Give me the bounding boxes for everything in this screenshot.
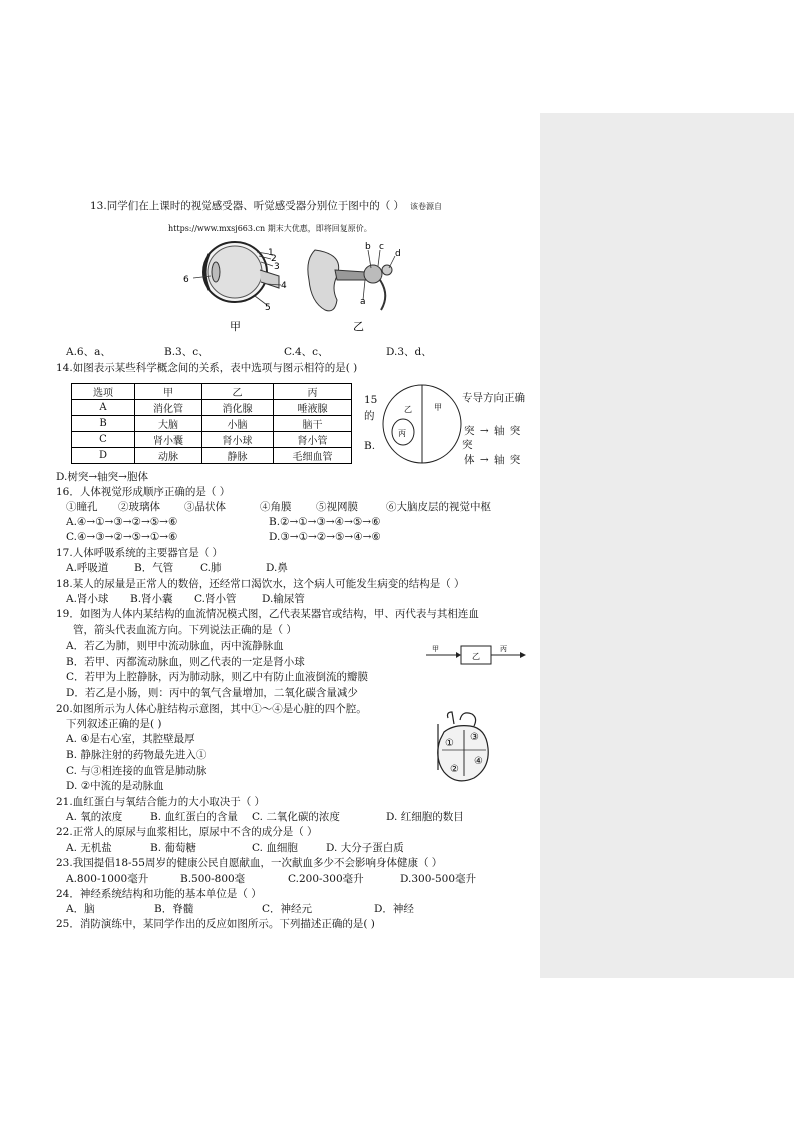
circle-label-bing: 丙: [398, 429, 406, 438]
q15-fragment-b: B.: [364, 440, 376, 452]
heart-label-1: ①: [445, 738, 454, 749]
q15-fragment-r4: 体 → 轴 突: [464, 454, 522, 466]
heart-diagram: [430, 710, 496, 786]
q16-stem: 16．人体视觉形成顺序正确的是（ ）: [56, 486, 231, 498]
q17-stem: 17.人体呼吸系统的主要器官是（ ）: [56, 547, 224, 559]
q15-option-d: D.树突→轴突→胞体: [56, 471, 148, 483]
eye-label-6: 6: [183, 275, 189, 285]
q14-stem: 14.如图表示某些科学概念间的关系，表中选项与图示相符的是( ): [56, 362, 358, 374]
q15-fragment-number: 15: [364, 394, 378, 406]
circle-label-yi: 乙: [404, 405, 412, 414]
concept-circle-figure: [382, 382, 462, 468]
eye-ear-figure: [175, 240, 415, 335]
exam-page: 13.同学们在上课时的视觉感受器、听觉感受器分别位于图中的（ ） 该卷源自 https://www.mxsj663.cn 期末大优惠，即将回复原价。 1 2 3 4 5 6 甲 a b c d 乙 A.6、a、 B.3、c、 C.4、c、 D.3、d、 14.如图表示某些科学概念间的关系，表中选项与图示相符的是( ) 选项 甲 乙 丙 A 消化管 消化腺 唾液腺 B 大脑 小脑 脑干 C 肾小囊 肾小球 肾小管 D 动脉 静脉 毛细血管 15 的 B. 乙 甲 丙 专导方向正确 突 → 轴 突 突 体 → 轴 突 D.树突→轴突→胞体 16．人体视觉形成顺序正确的是（ ） ①瞳孔 ②玻璃体 ③晶状体 ④角膜 ⑤视网膜 ⑥大脑皮层的视觉中枢 A.④→①→③→②→⑤→⑥ B.②→①→③→④→⑤→⑥ C.④→③→②→⑤→①→⑥ D.③→①→②→⑤→④→⑥ 17.人体呼吸系统的主要器官是（ ） A.呼吸道 B．气管 C.肺 D.鼻 18.某人的尿量是正常人的数倍，还经常口渴饮水，这个病人可能发生病变的结构是（ ） A.肾小球 B.肾小囊 C.肾小管 D.输尿管 19．如图为人体内某结构的血流情况模式图，乙代表某器官或结构，甲、丙代表与其相连血 管，箭头代表血流方向。下列说法正确的是（ ） 甲 乙 丙 A．若乙为肺，则甲中流动脉血，丙中流静脉血 B．若甲、丙都流动脉血，则乙代表的一定是肾小球 C．若甲为上腔静脉，丙为肺动脉，则乙中有防止血液倒流的瓣膜 D．若乙是小肠，则：丙中的氧气含量增加，二氧化碳含量减少 20.如图所示为人体心脏结构示意图，其中①～④是心脏的四个腔。 下列叙述正确的是( ) A. ④是右心室，其腔壁最厚 B. 静脉注射的药物最先进入① C. 与③相连接的血管是肺动脉 D. ②中流的是动脉血 ① ② ③ ④ 21.血红蛋白与氧结合能力的大小取决于（ ） A. 氧的浓度 B. 血红蛋白的含量 C. 二氧化碳的浓度 D. 红细胞的数目 22.正常人的原尿与血浆相比，原尿中不含的成分是（ ） A. 无机盐 B. 葡萄糖 C. 血细胞 D. 大分子蛋白质 23.我国提倡18-55周岁的健康公民自愿献血，一次献血多少不会影响身体健康（ ） A.800-1000毫升 B.500-800毫 C.200-300毫升 D.300-500毫升 24．神经系统结构和功能的基本单位是（ ） A．脑 B．脊髓 C．神经元 D．神经 25．消防演练中，某同学作出的反应如图所示。下列描述正确的是( ): [0, 0, 540, 1123]
q20-stem-line1: 20.如图所示为人体心脏结构示意图，其中①～④是心脏的四个腔。: [56, 703, 367, 715]
eye-caption: 甲: [230, 320, 241, 333]
q15-fragment-r2: 突 → 轴 突: [464, 425, 522, 437]
q19-option-a: A．若乙为肺，则甲中流动脉血，丙中流静脉血: [66, 640, 284, 652]
q16-option-d: D.③→①→②→⑤→④→⑥: [269, 531, 381, 543]
ear-label-d: d: [395, 249, 401, 259]
eye-label-2: 2: [271, 254, 277, 264]
q19-option-b: B．若甲、丙都流动脉血，则乙代表的一定是肾小球: [66, 656, 305, 668]
eye-label-3: 3: [274, 262, 280, 272]
q19-option-c: C．若甲为上腔静脉，丙为肺动脉，则乙中有防止血液倒流的瓣膜: [66, 671, 369, 683]
q23-stem: 23.我国提倡18-55周岁的健康公民自愿献血，一次献血多少不会影响身体健康（ ）: [56, 857, 443, 869]
q20-stem-line2: 下列叙述正确的是( ): [66, 718, 162, 730]
q16-option-a: A.④→①→③→②→⑤→⑥: [66, 516, 178, 528]
watermark-url: https://www.mxsj663.cn 期末大优惠，即将回复原价。: [168, 224, 372, 233]
ear-label-b: b: [365, 242, 371, 252]
table-row: B 大脑 小脑 脑干: [72, 416, 352, 432]
ear-caption: 乙: [353, 320, 364, 333]
diagram-label-jia: 甲: [432, 645, 439, 653]
blood-flow-diagram: [420, 640, 532, 670]
q13-option-d: D.3、d、: [386, 346, 432, 358]
diagram-label-bing: 丙: [500, 645, 507, 653]
watermark-text: 该卷源自: [410, 202, 443, 211]
q15-fragment-r3: 突: [462, 439, 473, 451]
heart-label-4: ④: [474, 756, 483, 767]
q20-option-c: C. 与③相连接的血管是肺动脉: [66, 765, 207, 777]
q20-option-a: A. ④是右心室，其腔壁最厚: [66, 733, 195, 745]
comment-sidebar: [540, 113, 794, 978]
q19-stem-line2: 管，箭头代表血流方向。下列说法正确的是（ ）: [73, 624, 297, 636]
q18-stem: 18.某人的尿量是正常人的数倍，还经常口渴饮水，这个病人可能发生病变的结构是（ ）: [56, 578, 465, 590]
q20-option-b: B. 静脉注射的药物最先进入①: [66, 749, 207, 761]
table-row: D 动脉 静脉 毛细血管: [72, 448, 352, 464]
q21-stem: 21.血红蛋白与氧结合能力的大小取决于（ ）: [56, 796, 266, 808]
q13-option-b: B.3、c、: [164, 346, 209, 358]
q13-stem: 13.同学们在上课时的视觉感受器、听觉感受器分别位于图中的（ ） 该卷源自: [90, 200, 443, 212]
q19-stem-line1: 19．如图为人体内某结构的血流情况模式图，乙代表某器官或结构，甲、丙代表与其相连血: [56, 608, 479, 620]
q16-option-c: C.④→③→②→⑤→①→⑥: [66, 531, 178, 543]
heart-label-2: ②: [450, 764, 459, 775]
q20-option-d: D. ②中流的是动脉血: [66, 780, 164, 792]
diagram-label-yi: 乙: [472, 652, 480, 661]
ear-diagram: [308, 242, 401, 333]
ear-label-a: a: [360, 297, 366, 307]
q13-option-a: A.6、a、: [66, 346, 111, 358]
table-row: 选项 甲 乙 丙: [72, 384, 352, 400]
q16-option-b: B.②→①→③→④→⑤→⑥: [269, 516, 381, 528]
eye-label-5: 5: [265, 303, 271, 313]
q24-stem: 24．神经系统结构和功能的基本单位是（ ）: [56, 888, 262, 900]
eye-diagram: [183, 242, 287, 333]
table-row: A 消化管 消化腺 唾液腺: [72, 400, 352, 416]
ear-label-c: c: [379, 242, 384, 252]
eye-label-1: 1: [268, 248, 274, 258]
q25-stem: 25．消防演练中，某同学作出的反应如图所示。下列描述正确的是( ): [56, 918, 375, 930]
circle-label-jia: 甲: [434, 403, 442, 412]
eye-label-4: 4: [281, 281, 287, 291]
q14-table: [71, 383, 352, 464]
heart-label-3: ③: [470, 732, 479, 743]
q15-fragment-de: 的: [364, 410, 375, 422]
table-row: C 肾小囊 肾小球 肾小管: [72, 432, 352, 448]
q15-fragment-r1: 专导方向正确: [462, 392, 525, 404]
q19-option-d: D．若乙是小肠，则：丙中的氧气含量增加，二氧化碳含量减少: [66, 687, 358, 699]
q22-stem: 22.正常人的原尿与血浆相比，原尿中不含的成分是（ ）: [56, 826, 318, 838]
q13-option-c: C.4、c、: [284, 346, 329, 358]
